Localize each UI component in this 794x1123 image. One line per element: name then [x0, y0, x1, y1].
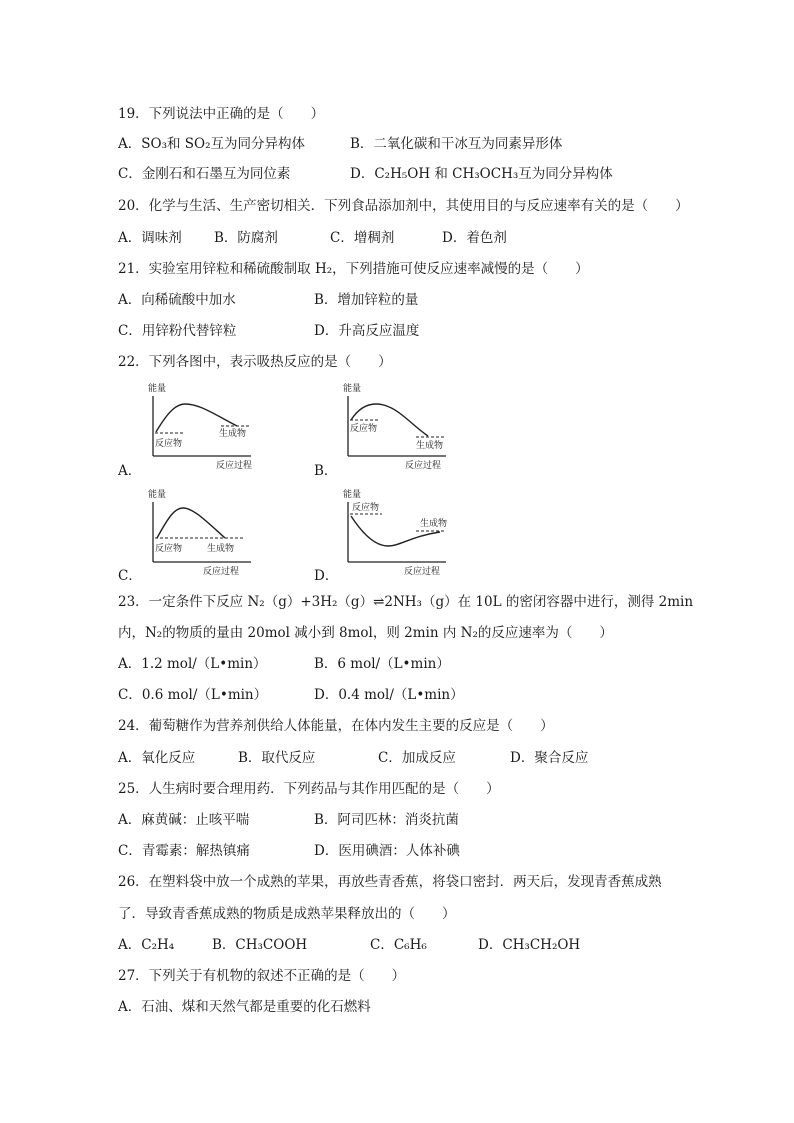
- q23-stem-line2: 内，N₂的物质的量由 20mol 减小到 8mol，则 2min 内 N₂的反应速率为（ ）: [118, 625, 613, 641]
- q23-option-d: D．0.4 mol/（L•min）: [314, 687, 464, 703]
- diagram-b: [340, 380, 450, 472]
- diagram-c-x-label: 反应过程: [203, 567, 240, 577]
- q23-option-a: A．1.2 mol/（L•min）: [118, 656, 267, 672]
- diagram-c-y-label: 能量: [148, 490, 167, 500]
- q19-option-b: B．二氧化碳和干冰互为同素异形体: [350, 136, 563, 152]
- q25-stem: 25．人生病时要合理用药．下列药品与其作用匹配的是（ ）: [118, 781, 500, 797]
- q25-option-b: B．阿司匹林：消炎抗菌: [314, 812, 459, 828]
- q26-stem-line2: 了．导致青香蕉成熟的物质是成熟苹果释放出的（ ）: [118, 906, 456, 922]
- q23-stem-line1: 23．一定条件下反应 N₂（g）+3H₂（g）⇌2NH₃（g）在 10L 的密闭容器中进行，测得 2min: [118, 594, 694, 610]
- diagram-c-curve: [157, 508, 225, 538]
- q22-option-d: D．: [314, 568, 339, 584]
- q27-stem: 27．下列关于有机物的叙述不正确的是（ ）: [118, 968, 406, 984]
- q20-option-c: C．增稠剂: [330, 230, 395, 246]
- q21-option-d: D．升高反应温度: [314, 323, 420, 339]
- diagram-b-y-label: 能量: [343, 384, 362, 394]
- q26-option-d: D．CH₃CH₂OH: [478, 937, 581, 953]
- q26-option-b: B．CH₃COOH: [212, 937, 308, 953]
- q21-option-a: A．向稀硫酸中加水: [118, 292, 236, 308]
- q20-option-d: D．着色剂: [442, 230, 507, 246]
- q26-option-a: A．C₂H₄: [118, 937, 175, 953]
- q25-option-c: C．青霉素：解热镇痛: [118, 843, 250, 859]
- q21-option-b: B．增加锌粒的量: [314, 292, 419, 308]
- diagram-a-reactant-label: 反应物: [155, 439, 183, 449]
- q23-option-c: C．0.6 mol/（L•min）: [118, 687, 268, 703]
- q25-option-a: A．麻黄碱：止咳平喘: [118, 812, 250, 828]
- q24-option-d: D．聚合反应: [510, 750, 589, 766]
- q19-option-d: D．C₂H₅OH 和 CH₃OCH₃互为同分异构体: [350, 166, 613, 182]
- q21-option-c: C．用锌粉代替锌粒: [118, 323, 237, 339]
- q25-option-d: D．医用碘酒：人体补碘: [314, 843, 460, 859]
- q26-stem-line1: 26．在塑料袋中放一个成熟的苹果，再放些青香蕉，将袋口密封．两天后，发现青香蕉成熟: [118, 874, 662, 890]
- diagram-d-y-label: 能量: [343, 490, 362, 500]
- diagram-a-y-label: 能量: [148, 384, 167, 394]
- q26-option-c: C．C₆H₆: [370, 937, 427, 953]
- diagram-a: [145, 380, 255, 472]
- diagram-d: [340, 486, 450, 578]
- q24-option-b: B．取代反应: [238, 750, 316, 766]
- q19-stem: 19．下列说法中正确的是（ ）: [118, 106, 325, 122]
- q22-option-c: C．: [118, 568, 142, 584]
- diagram-a-product-label: 生成物: [219, 429, 247, 439]
- q24-option-c: C．加成反应: [378, 750, 456, 766]
- q19-option-a: A．SO₃和 SO₂互为同分异构体: [118, 136, 305, 152]
- q24-option-a: A．氧化反应: [118, 750, 196, 766]
- q20-option-b: B．防腐剂: [214, 230, 278, 246]
- diagram-a-curve: [156, 404, 237, 432]
- q20-option-a: A．调味剂: [118, 230, 182, 246]
- diagram-c-reactant-label: 反应物: [155, 544, 183, 554]
- q19-option-c: C．金刚石和石墨互为同位素: [118, 166, 291, 182]
- q20-stem: 20．化学与生活、生产密切相关．下列食品添加剂中，其使用目的与反应速率有关的是（ ）: [118, 198, 689, 214]
- q24-stem: 24．葡萄糖作为营养剂供给人体能量，在体内发生主要的反应是（ ）: [118, 718, 554, 734]
- q23-option-b: B．6 mol/（L•min）: [314, 656, 450, 672]
- diagram-a-x-label: 反应过程: [216, 461, 253, 471]
- q21-stem: 21．实验室用锌粒和稀硫酸制取 H₂，下列措施可使反应速率减慢的是（ ）: [118, 261, 589, 277]
- diagram-c: [145, 486, 255, 578]
- diagram-d-x-label: 反应过程: [404, 567, 441, 577]
- q22-option-b: B．: [314, 463, 338, 479]
- diagram-b-x-label: 反应过程: [405, 461, 442, 471]
- diagram-c-product-label: 生成物: [207, 544, 235, 554]
- diagram-b-reactant-label: 反应物: [350, 424, 378, 434]
- diagram-d-product-label: 生成物: [420, 519, 448, 529]
- diagram-d-reactant-label: 反应物: [352, 503, 380, 513]
- q22-stem: 22．下列各图中，表示吸热反应的是（ ）: [118, 354, 392, 370]
- q27-option-a: A．石油、煤和天然气都是重要的化石燃料: [118, 999, 371, 1015]
- q22-option-a: A．: [118, 463, 142, 479]
- diagram-b-product-label: 生成物: [416, 441, 444, 451]
